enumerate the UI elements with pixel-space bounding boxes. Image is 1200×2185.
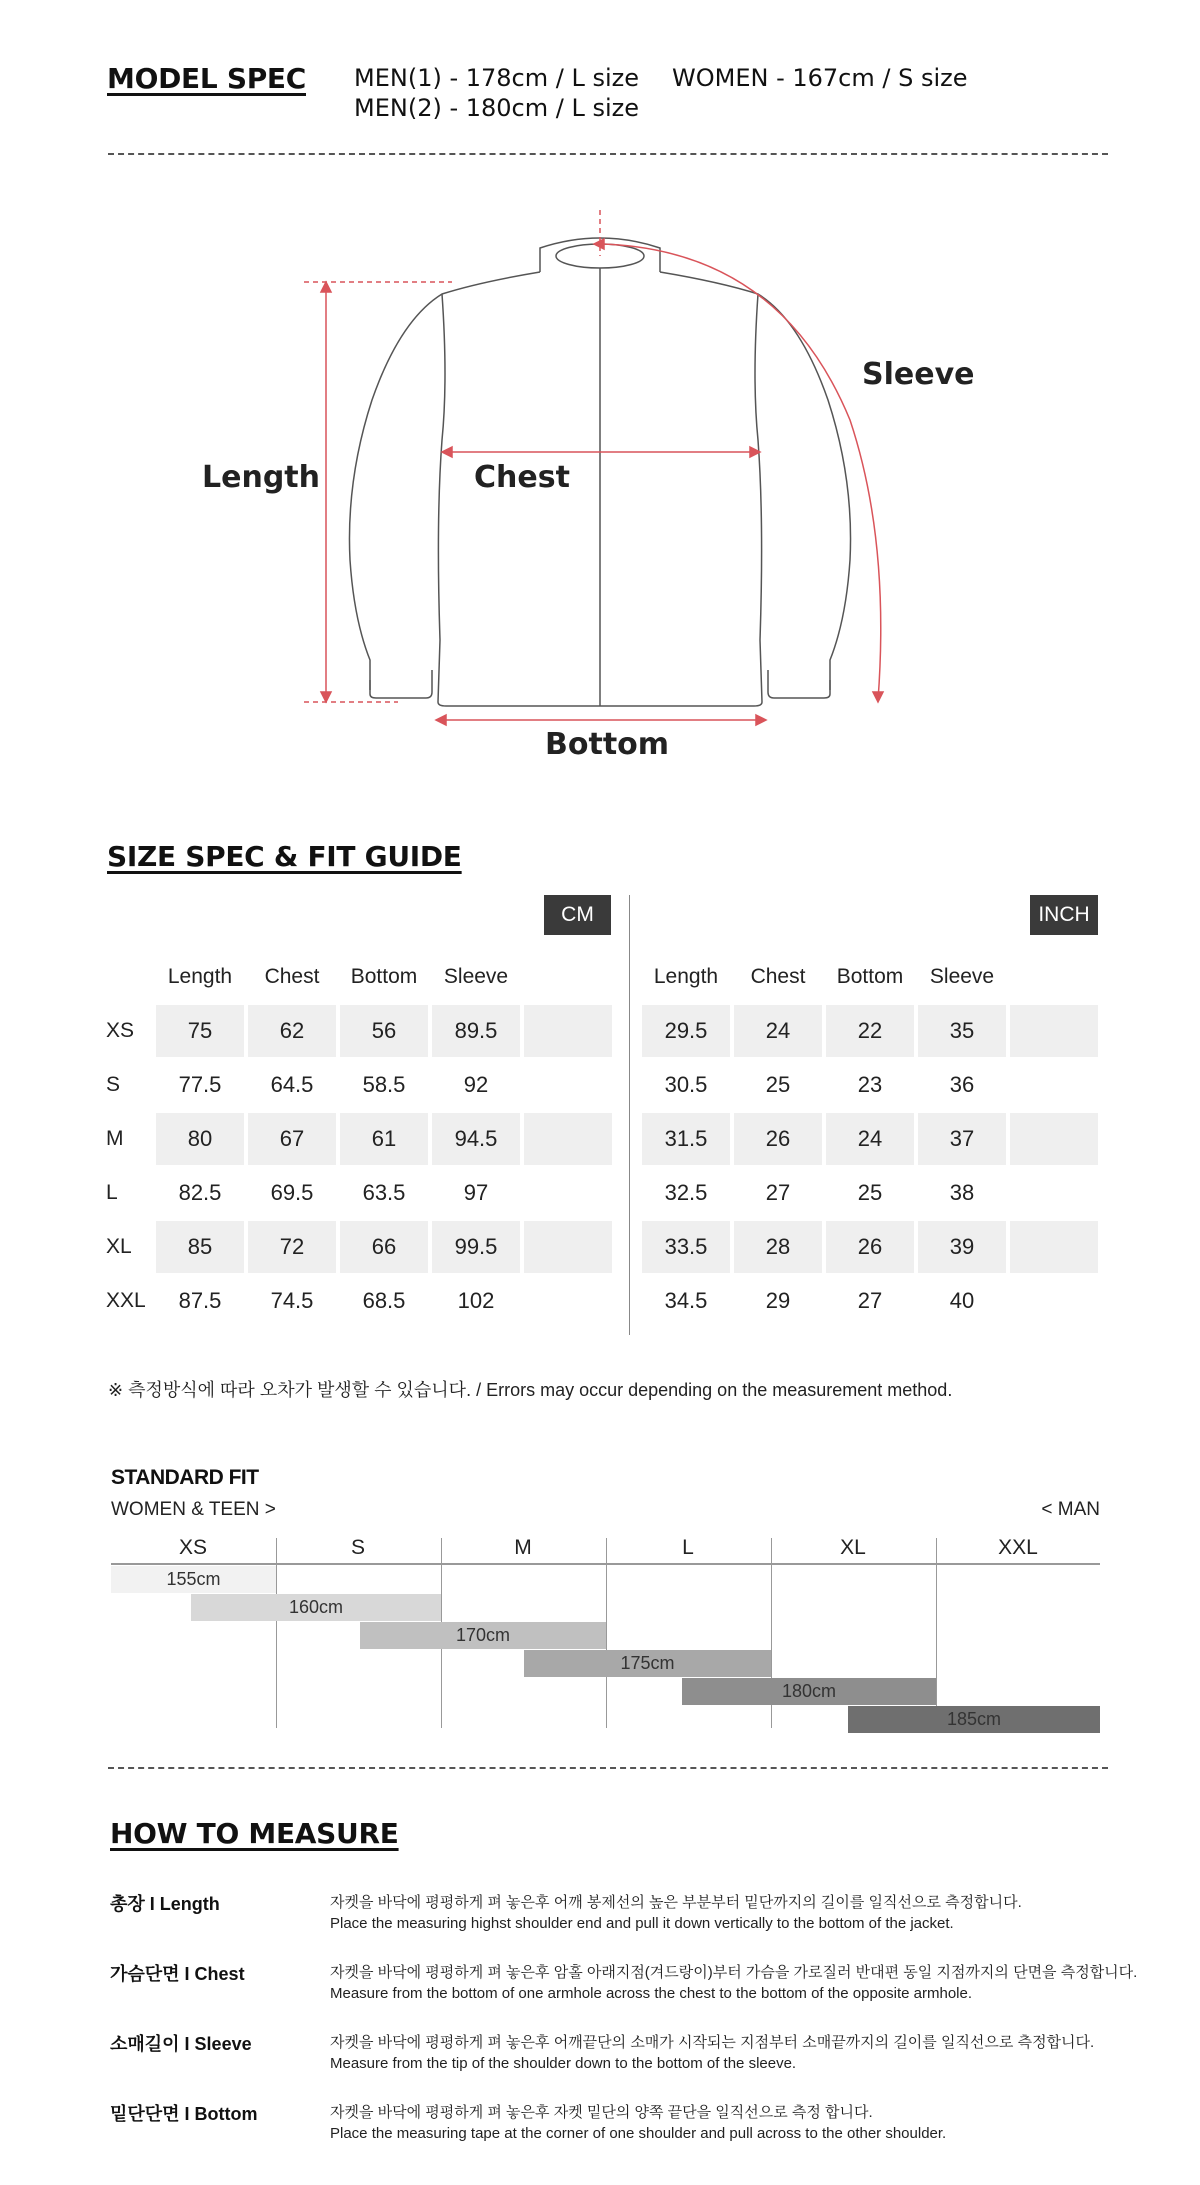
inch-column-header: Chest xyxy=(750,965,806,988)
inch-cell: 39 xyxy=(918,1221,1006,1273)
cm-cell: 89.5 xyxy=(432,1005,520,1057)
jacket-diagram xyxy=(0,200,1200,790)
fit-column-divider xyxy=(276,1538,277,1728)
inch-column-header: Bottom xyxy=(836,965,904,988)
cm-cell: 74.5 xyxy=(270,1288,314,1313)
cm-cell: 92 xyxy=(463,1072,489,1097)
inch-cell: 27 xyxy=(857,1288,883,1313)
inch-cell: 34.5 xyxy=(664,1288,708,1313)
model-women: WOMEN - 167cm / S size xyxy=(672,64,968,92)
inch-cell: 22 xyxy=(826,1005,914,1057)
height-range-bar: 175cm xyxy=(524,1650,771,1677)
cm-cell: 77.5 xyxy=(178,1072,222,1097)
inch-cell: 29.5 xyxy=(642,1005,730,1057)
jacket-outline-svg xyxy=(0,200,1200,790)
fit-size-label: M xyxy=(514,1536,532,1559)
cm-cell: 75 xyxy=(156,1005,244,1057)
inch-cell: 30.5 xyxy=(664,1072,708,1097)
fit-column-divider xyxy=(936,1538,937,1728)
inch-column-header: Length xyxy=(653,965,719,988)
cm-cell: 99.5 xyxy=(432,1221,520,1273)
cm-cell xyxy=(524,1059,612,1111)
fit-size-label: L xyxy=(682,1536,694,1559)
fit-women-label: WOMEN & TEEN > xyxy=(111,1499,276,1520)
inch-cell: 24 xyxy=(734,1005,822,1057)
bottom-label: Bottom xyxy=(545,727,670,762)
inch-cell: 37 xyxy=(918,1113,1006,1165)
inch-cell xyxy=(1010,1113,1098,1165)
size-row-label: M xyxy=(106,1127,124,1150)
size-row-label: XL xyxy=(106,1235,132,1258)
inch-cell xyxy=(1010,1221,1098,1273)
measure-desc-en: Measure from the bottom of one armhole across the chest to the bottom of the opposite armhole. xyxy=(330,1985,973,2002)
measure-desc-ko: 자켓을 바닥에 평평하게 펴 놓은후 어깨끝단의 소매가 시작되는 지점부터 소매끝까지의 길이를 일직선으로 측정합니다. xyxy=(330,2034,1095,2051)
measurement-note: ※ 측정방식에 따라 오차가 발생할 수 있습니다. / Errors may occur depending on the measurement method. xyxy=(108,1380,953,1400)
fit-size-label: XS xyxy=(178,1536,207,1559)
cm-cell: 87.5 xyxy=(178,1288,222,1313)
size-row-label: XS xyxy=(106,1019,135,1042)
measure-desc-ko: 자켓을 바닥에 평평하게 펴 놓은후 어깨 봉제선의 높은 부분부터 밑단까지의 길이를 일직선으로 측정합니다. xyxy=(330,1894,1022,1911)
cm-column-header: Length xyxy=(167,965,233,988)
inch-cell: 36 xyxy=(949,1072,975,1097)
cm-cell xyxy=(524,1221,612,1273)
cm-cell: 67 xyxy=(248,1113,336,1165)
inch-cell xyxy=(1010,1059,1098,1111)
inch-cell: 32.5 xyxy=(664,1180,708,1205)
height-range-bar: 185cm xyxy=(848,1706,1100,1733)
fit-size-label: S xyxy=(350,1536,365,1559)
cm-cell: 85 xyxy=(156,1221,244,1273)
divider-top xyxy=(108,153,1108,155)
table-divider xyxy=(629,895,630,1335)
height-range-bar: 160cm xyxy=(191,1594,441,1621)
measure-desc-en: Measure from the tip of the shoulder down to the bottom of the sleeve. xyxy=(330,2055,797,2072)
inch-cell: 26 xyxy=(826,1221,914,1273)
fit-size-label: XXL xyxy=(998,1536,1038,1559)
length-label: Length xyxy=(202,460,320,495)
cm-column-header: Chest xyxy=(264,965,320,988)
cm-cell: 80 xyxy=(156,1113,244,1165)
model-spec-title: MODEL SPEC xyxy=(107,62,306,95)
measure-term: 총장 I Length xyxy=(110,1894,220,1914)
cm-cell xyxy=(524,1113,612,1165)
inch-cell xyxy=(1010,1005,1098,1057)
inch-cell: 25 xyxy=(765,1072,791,1097)
inch-column-header: Sleeve xyxy=(929,965,995,988)
measure-term: 밑단단면 I Bottom xyxy=(110,2104,258,2124)
cm-cell: 64.5 xyxy=(270,1072,314,1097)
measure-desc-ko: 자켓을 바닥에 평평하게 펴 놓은후 자켓 밑단의 양쪽 끝단을 일직선으로 측정 합니다. xyxy=(330,2104,873,2121)
height-range-bar: 155cm xyxy=(111,1566,276,1593)
standard-fit-title: STANDARD FIT xyxy=(111,1466,259,1489)
inch-cell: 24 xyxy=(826,1113,914,1165)
measure-desc-ko: 자켓을 바닥에 평평하게 펴 놓은후 암홀 아래지점(겨드랑이)부터 가슴을 가로질러 반대편 동일 지점까지의 단면을 측정합니다. xyxy=(330,1964,1138,1981)
inch-cell: 40 xyxy=(949,1288,975,1313)
size-row-label: XXL xyxy=(106,1289,146,1312)
cm-cell: 94.5 xyxy=(432,1113,520,1165)
divider-bottom xyxy=(108,1767,1108,1769)
measure-term: 가슴단면 I Chest xyxy=(110,1964,245,1984)
cm-cell: 69.5 xyxy=(270,1180,314,1205)
cm-cell: 97 xyxy=(463,1180,489,1205)
inch-cell: 31.5 xyxy=(642,1113,730,1165)
chest-label: Chest xyxy=(474,460,570,495)
cm-cell xyxy=(524,1167,612,1219)
inch-cell xyxy=(1010,1275,1098,1327)
inch-cell: 38 xyxy=(949,1180,975,1205)
fit-man-label: < MAN xyxy=(1041,1499,1100,1520)
model-men2: MEN(2) - 180cm / L size xyxy=(354,94,639,122)
cm-cell: 102 xyxy=(457,1288,495,1313)
measure-desc-en: Place the measuring highst shoulder end and pull it down vertically to the bottom of the jacket. xyxy=(330,1915,954,1932)
model-men1: MEN(1) - 178cm / L size xyxy=(354,64,639,92)
inch-cell: 28 xyxy=(734,1221,822,1273)
inch-cell: 25 xyxy=(857,1180,883,1205)
cm-cell: 56 xyxy=(340,1005,428,1057)
cm-cell: 61 xyxy=(340,1113,428,1165)
cm-cell: 66 xyxy=(340,1221,428,1273)
cm-cell: 82.5 xyxy=(178,1180,222,1205)
inch-badge: INCH xyxy=(1030,895,1098,935)
height-range-bar: 180cm xyxy=(682,1678,936,1705)
height-range-bar: 170cm xyxy=(360,1622,606,1649)
inch-cell: 29 xyxy=(765,1288,791,1313)
how-to-measure-title: HOW TO MEASURE xyxy=(110,1817,399,1850)
cm-cell xyxy=(524,1275,612,1327)
cm-badge: CM xyxy=(544,895,611,935)
inch-cell: 33.5 xyxy=(642,1221,730,1273)
inch-cell: 35 xyxy=(918,1005,1006,1057)
fit-column-divider xyxy=(606,1538,607,1728)
inch-cell: 26 xyxy=(734,1113,822,1165)
cm-cell: 72 xyxy=(248,1221,336,1273)
size-row-label: L xyxy=(106,1181,118,1204)
sleeve-label: Sleeve xyxy=(862,357,975,392)
cm-cell: 63.5 xyxy=(362,1180,406,1205)
size-row-label: S xyxy=(106,1073,121,1096)
cm-cell: 58.5 xyxy=(362,1072,406,1097)
size-spec-title: SIZE SPEC & FIT GUIDE xyxy=(107,840,462,873)
inch-cell: 27 xyxy=(765,1180,791,1205)
cm-cell: 68.5 xyxy=(362,1288,406,1313)
fit-size-label: XL xyxy=(840,1536,866,1559)
cm-cell: 62 xyxy=(248,1005,336,1057)
measure-desc-en: Place the measuring tape at the corner of one shoulder and pull across to the other shoulder. xyxy=(330,2125,947,2142)
measure-term: 소매길이 I Sleeve xyxy=(110,2034,252,2054)
cm-column-header: Bottom xyxy=(350,965,418,988)
cm-column-header: Sleeve xyxy=(443,965,509,988)
inch-cell xyxy=(1010,1167,1098,1219)
inch-cell: 23 xyxy=(857,1072,883,1097)
cm-cell xyxy=(524,1005,612,1057)
